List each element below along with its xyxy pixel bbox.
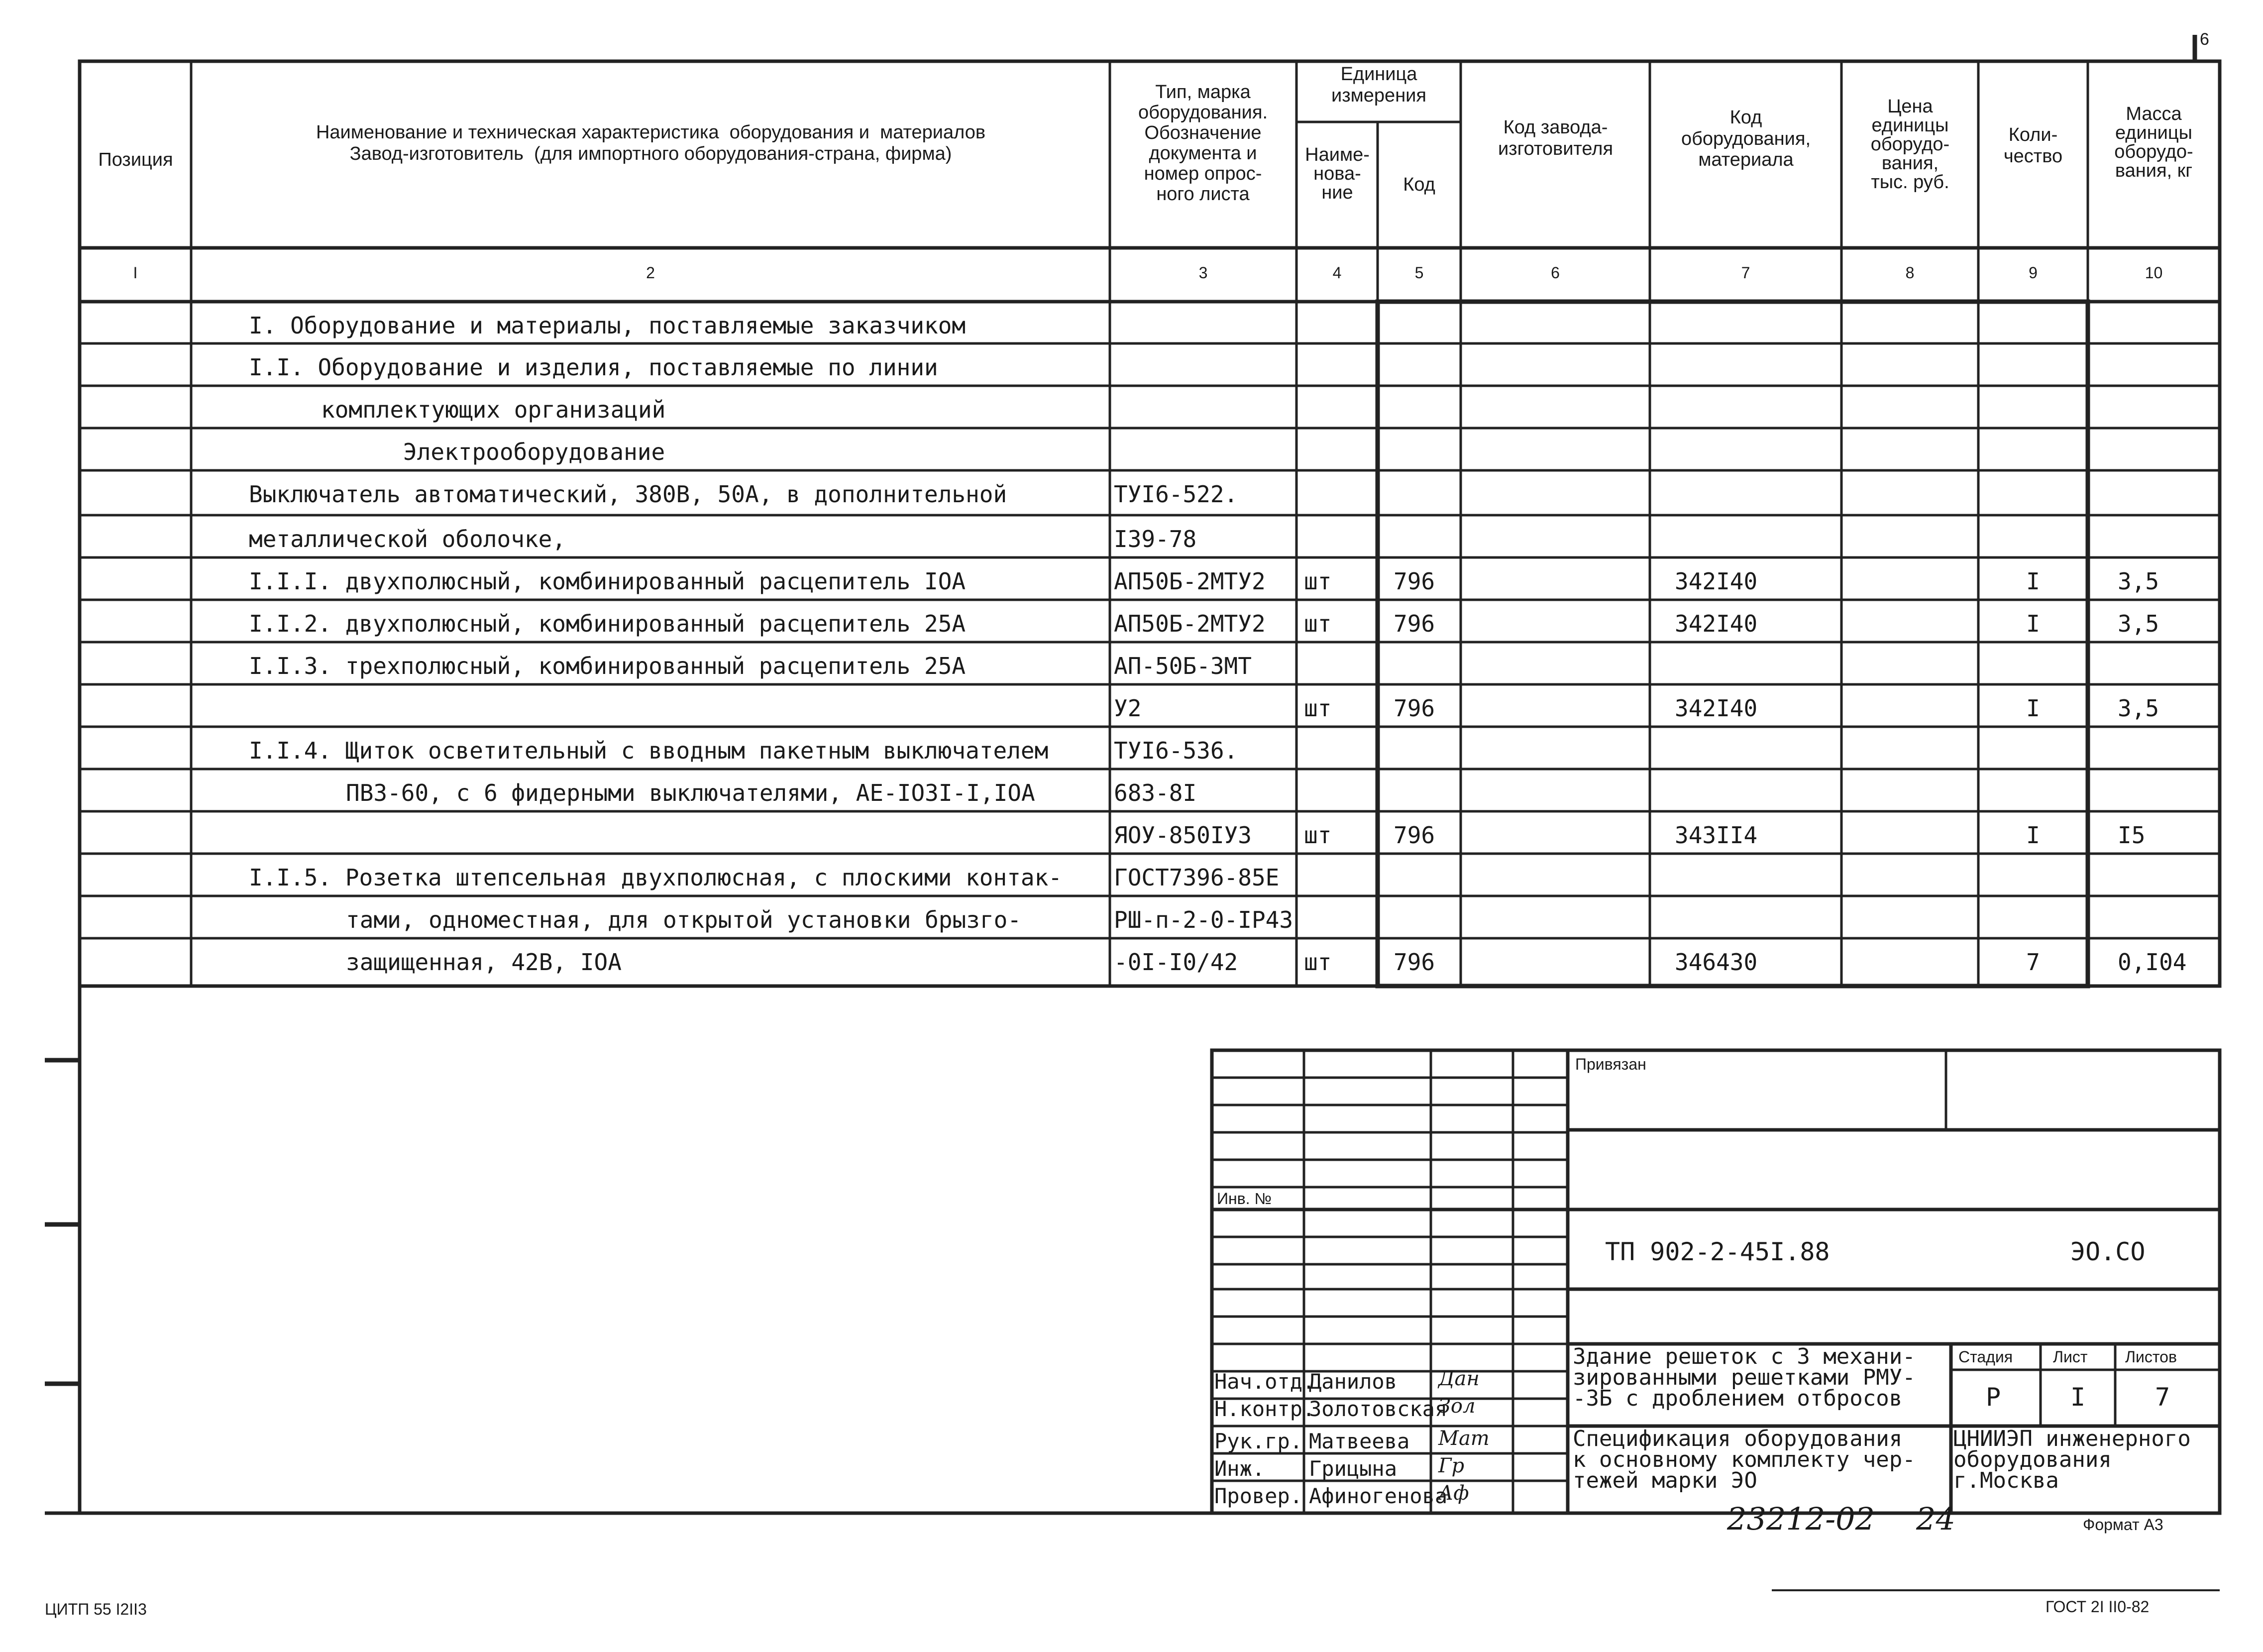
- stamp-person-role: Рук.гр.: [1214, 1429, 1303, 1453]
- row-name: защищенная, 42В, IOА: [346, 949, 622, 976]
- left-code: ЦИТП 55 I2II3: [45, 1600, 147, 1618]
- stamp-person-name: Золотовская: [1309, 1397, 1448, 1421]
- header-factory-code: Код завода- изготовителя: [1498, 117, 1614, 159]
- row-name: I.I.4. Щиток осветительный с вводным пакетным выключателем: [249, 737, 1049, 764]
- row-type: У2: [1114, 695, 1142, 722]
- stamp-person-sign: Гр: [1438, 1454, 1465, 1477]
- header-position: Позиция: [98, 149, 173, 170]
- stamp-doc-code: ТП 902-2-45I.88: [1605, 1237, 1830, 1266]
- header-mass: Масса единицы оборудо- вания, кг: [2114, 104, 2193, 181]
- column-number: 8: [1905, 264, 1915, 282]
- row-name: I.I.2. двухполюсный, комбинированный расцепитель 25А: [249, 610, 966, 637]
- row-mass: 3,5: [2118, 610, 2159, 637]
- column-number: 7: [1741, 264, 1750, 282]
- column-number: 5: [1414, 264, 1424, 282]
- row-name: I. Оборудование и материалы, поставляемые заказчиком: [249, 312, 966, 339]
- stamp-person-sign: Аф: [1438, 1482, 1469, 1505]
- header-unit-code: Код: [1403, 174, 1435, 195]
- row-material-code: 342I40: [1675, 568, 1758, 595]
- stamp-person-name: Афиногенова: [1309, 1484, 1448, 1508]
- row-name: ПВЗ-60, с 6 фидерными выключателями, АЕ-IO3I-I,IOА: [346, 779, 1035, 806]
- stamp-inv-no: Инв. №: [1217, 1190, 1272, 1208]
- row-material-code: 342I40: [1675, 610, 1758, 637]
- stamp-person-name: Грицына: [1309, 1456, 1398, 1481]
- row-type: АП-50Б-3МТ: [1114, 653, 1252, 679]
- row-mass: 3,5: [2118, 568, 2159, 595]
- stamp-person-sign: Зол: [1438, 1395, 1476, 1418]
- stamp-doc-mark: ЭО.СО: [2070, 1237, 2146, 1266]
- header-unit-name: Наиме- нова- ние: [1305, 144, 1370, 203]
- handwritten-number-2: 24: [1916, 1501, 1955, 1537]
- row-type: I39-78: [1114, 526, 1197, 552]
- stamp-person-name: Данилов: [1309, 1369, 1398, 1394]
- row-quantity: I: [2026, 695, 2040, 722]
- stamp-person-role: Провер.: [1214, 1484, 1303, 1508]
- stamp-person-role: Инж.: [1214, 1456, 1265, 1481]
- row-quantity: I: [2026, 610, 2040, 637]
- row-type: ЯОУ-850IУЗ: [1114, 822, 1252, 849]
- header-name: Наименование и техническая характеристика оборудования и материалов Завод-изготовитель (для импортного оборудования-страна, фирма): [316, 122, 986, 164]
- row-name: металлической оболочке,: [249, 526, 566, 552]
- row-name: I.I.I. двухполюсный, комбинированный расцепитель IOА: [249, 568, 966, 595]
- row-type: АП50Б-2МТУ2: [1114, 610, 1266, 637]
- column-number: 2: [646, 264, 655, 282]
- stamp-privyazan: Привязан: [1575, 1055, 1646, 1073]
- row-unit-code: 796: [1394, 949, 1435, 976]
- column-number: 4: [1332, 264, 1342, 282]
- row-name: комплектующих организаций: [321, 396, 666, 423]
- row-type: РШ-п-2-0-IР43: [1114, 906, 1293, 933]
- stamp-person-sign: Дан: [1438, 1367, 1480, 1390]
- column-number: 10: [2145, 264, 2163, 282]
- row-unit: шт: [1304, 610, 1332, 637]
- row-unit-code: 796: [1394, 822, 1435, 849]
- row-unit-code: 796: [1394, 610, 1435, 637]
- stamp-sheet: I: [2070, 1383, 2086, 1412]
- row-unit-code: 796: [1394, 568, 1435, 595]
- stamp-sheets: 7: [2155, 1383, 2170, 1412]
- stamp-person-role: Н.контр.: [1214, 1397, 1315, 1421]
- stamp-person-sign: Мат: [1438, 1427, 1490, 1450]
- row-name: Выключатель автоматический, 380В, 50А, в дополнительной: [249, 481, 1007, 508]
- row-quantity: I: [2026, 822, 2040, 849]
- row-type: -0I-I0/42: [1114, 949, 1238, 976]
- column-number: 3: [1198, 264, 1208, 282]
- row-name: I.I.5. Розетка штепсельная двухполюсная, с плоскими контак-: [249, 864, 1062, 891]
- row-quantity: I: [2026, 568, 2040, 595]
- stamp-stage: Р: [1986, 1383, 2001, 1412]
- header-quantity: Коли- чество: [2003, 124, 2063, 167]
- row-name: I.I. Оборудование и изделия, поставляемые по линии: [249, 354, 938, 381]
- stamp-sheet-label: Лист: [2053, 1348, 2088, 1366]
- stamp-stage-label: Стадия: [1958, 1348, 2013, 1366]
- row-unit: шт: [1304, 822, 1332, 849]
- row-name: тами, одноместная, для открытой установки брызго-: [346, 906, 1022, 933]
- row-unit: шт: [1304, 568, 1332, 595]
- header-price: Цена единицы оборудо- вания, тыс. руб.: [1870, 96, 1950, 193]
- stamp-org: ЦНИИЭП инженерного оборудования г.Москва: [1953, 1426, 2191, 1493]
- row-name: I.I.3. трехполюсный, комбинированный расцепитель 25А: [249, 653, 966, 679]
- row-type: ГОСТ7396-85Е: [1114, 864, 1280, 891]
- stamp-building: Здание решеток с 3 механи- зированными решетками РМУ- -3Б с дроблением отбросов: [1573, 1344, 1916, 1411]
- row-material-code: 342I40: [1675, 695, 1758, 722]
- format-label: Формат А3: [2083, 1516, 2163, 1534]
- row-quantity: 7: [2026, 949, 2040, 976]
- row-material-code: 346430: [1675, 949, 1758, 976]
- row-type: 683-8I: [1114, 779, 1197, 806]
- stamp-spec: Спецификация оборудования к основному комплекту чер- тежей марки ЭО: [1573, 1426, 1916, 1493]
- row-mass: I5: [2118, 822, 2146, 849]
- handwritten-number: 23212-02: [1727, 1501, 1875, 1537]
- row-type: ТУI6-536.: [1114, 737, 1238, 764]
- header-type: Тип, марка оборудования. Обозначение документа и номер опрос- ного листа: [1138, 82, 1268, 205]
- row-mass: 0,I04: [2118, 949, 2187, 976]
- gost-label: ГОСТ 2I II0-82: [2046, 1598, 2150, 1616]
- row-unit: шт: [1304, 695, 1332, 722]
- header-material-code: Код оборудования, материала: [1681, 107, 1811, 171]
- column-number: I: [133, 264, 138, 282]
- column-number: 9: [2029, 264, 2038, 282]
- row-unit: шт: [1304, 949, 1332, 976]
- row-material-code: 343II4: [1675, 822, 1758, 849]
- header-unit-group: Единица измерения: [1331, 64, 1426, 106]
- stamp-person-name: Матвеева: [1309, 1429, 1410, 1453]
- stamp-sheets-label: Листов: [2125, 1348, 2177, 1366]
- column-number: 6: [1551, 264, 1560, 282]
- row-type: АП50Б-2МТУ2: [1114, 568, 1266, 595]
- row-mass: 3,5: [2118, 695, 2159, 722]
- row-type: ТУI6-522.: [1114, 481, 1238, 508]
- corner-mark: 6: [2200, 30, 2209, 49]
- stamp-person-role: Нач.отд.: [1214, 1369, 1315, 1394]
- row-name: Электрооборудование: [403, 439, 665, 465]
- row-unit-code: 796: [1394, 695, 1435, 722]
